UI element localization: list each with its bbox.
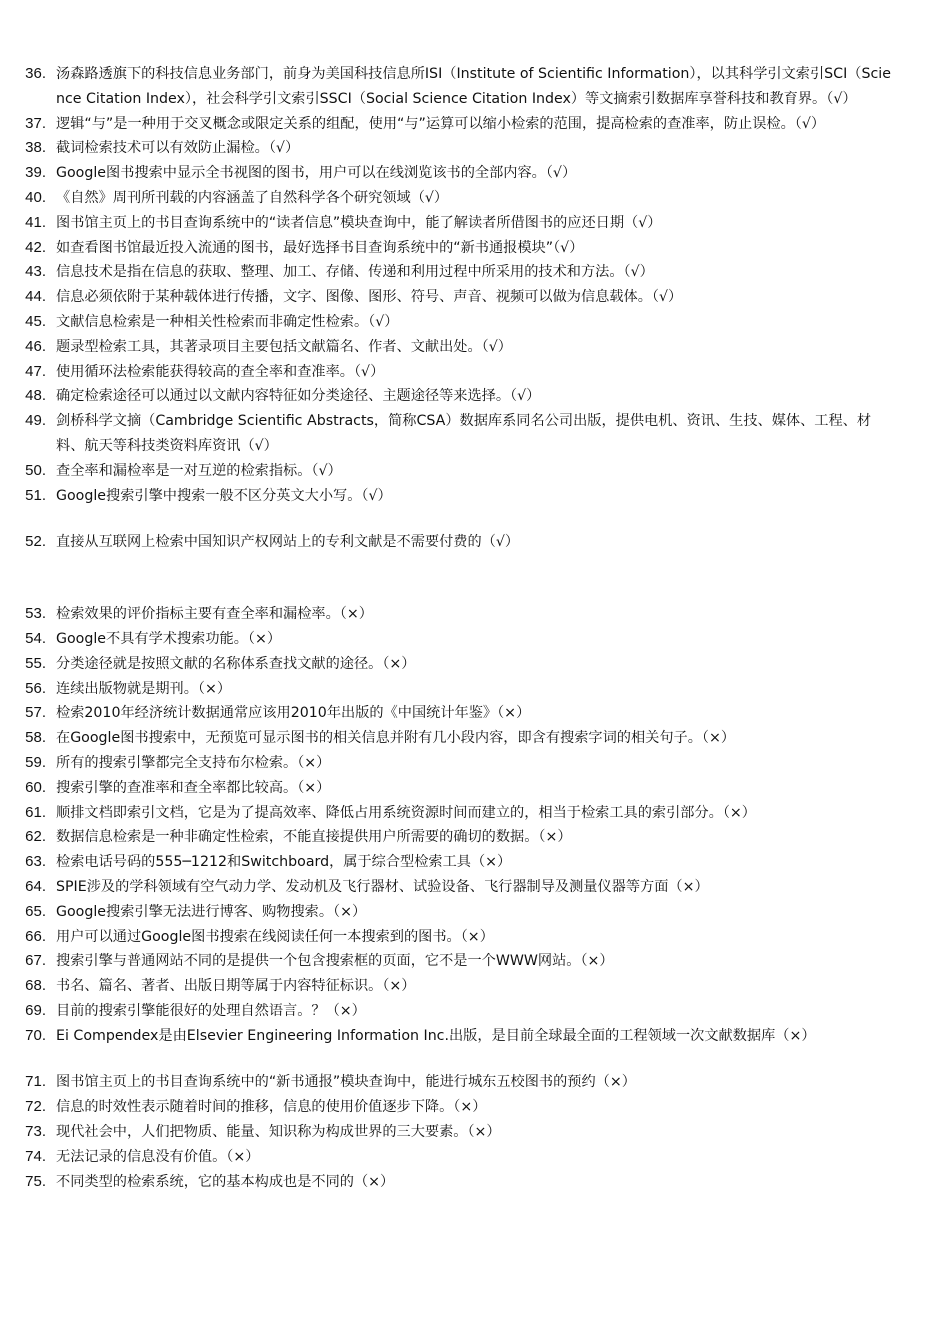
question-item (0, 602, 950, 627)
question-number: 37. (25, 114, 46, 132)
question-number: 70. (25, 1026, 46, 1044)
question-text: 连续出版物就是期刊。（×） (56, 680, 232, 697)
question-number: 67. (25, 952, 46, 970)
question-number: 74. (25, 1147, 46, 1165)
question-number: 55. (25, 654, 46, 672)
question-number: 41. (25, 213, 46, 231)
spacer (0, 1048, 950, 1070)
question-number: 43. (25, 263, 46, 281)
question-item (0, 62, 950, 112)
question-text: 数据信息检索是一种非确定性检索，不能直接提供用户所需要的确切的数据。（×） (56, 829, 572, 846)
question-item (0, 360, 950, 385)
question-item (0, 776, 950, 801)
question-number: 50. (25, 461, 46, 479)
question-number: 56. (25, 679, 46, 697)
question-item (0, 677, 950, 702)
question-text: 逻辑“与”是一种用于交叉概念或限定关系的组配，使用“与”运算可以缩小检索的范围，提高检索的查准率，防止误检。（√） (56, 115, 826, 132)
question-number: 62. (25, 828, 46, 846)
question-text: 信息技术是指在信息的获取、整理、加工、存储、传递和利用过程中所采用的技术和方法。（√） (56, 264, 654, 281)
question-text: 使用循环法检索能获得较高的查全率和查准率。（√） (56, 363, 385, 380)
question-item (0, 925, 950, 950)
question-item (0, 112, 950, 137)
question-text: 无法记录的信息没有价值。（×） (56, 1148, 260, 1165)
question-number: 72. (25, 1098, 46, 1116)
question-number: 39. (25, 164, 46, 182)
question-text: Google图书搜索中显示全书视图的图书，用户可以在线浏览该书的全部内容。（√） (56, 165, 577, 182)
question-text: 用户可以通过Google图书搜索在线阅读任何一本搜索到的图书。（×） (56, 928, 494, 945)
question-text: 检索2010年经济统计数据通常应该用2010年出版的《中国统计年鉴》（×） (56, 705, 531, 722)
question-item (0, 1120, 950, 1145)
question-item (0, 875, 950, 900)
question-text: 图书馆主页上的书目查询系统中的“新书通报”模块查询中，能进行城东五校图书的预约（×） (56, 1074, 636, 1091)
question-text: 不同类型的检索系统，它的基本构成也是不同的（×） (56, 1173, 395, 1190)
question-text: Ei Compendex是由Elsevier Engineering Information Inc.出版，是目前全球最全面的工程领域一次文献数据库（×） (56, 1027, 816, 1044)
question-text: Google不具有学术搜索功能。（×） (56, 630, 282, 647)
question-number: 47. (25, 362, 46, 380)
question-item (0, 949, 950, 974)
question-text: 题录型检索工具，其著录项目主要包括文献篇名、作者、文献出处。（√） (56, 338, 512, 355)
question-item (0, 751, 950, 776)
question-number: 59. (25, 753, 46, 771)
question-item (0, 900, 950, 925)
question-number: 66. (25, 927, 46, 945)
question-number: 73. (25, 1123, 46, 1141)
question-text: 搜索引擎与普通网站不同的是提供一个包含搜索框的页面，它不是一个WWW网站。（×） (56, 953, 614, 970)
question-item (0, 701, 950, 726)
question-number: 42. (25, 238, 46, 256)
question-text: 检索电话号码的555─1212和Switchboard，属于综合型检索工具（×） (56, 854, 512, 871)
question-number: 38. (25, 139, 46, 157)
question-text: Google搜索引擎中搜索一般不区分英文大小写。（√） (56, 487, 392, 504)
spacer (0, 555, 950, 602)
spacer (0, 508, 950, 530)
question-number: 48. (25, 387, 46, 405)
question-text: 现代社会中，人们把物质、能量、知识称为构成世界的三大要素。（×） (56, 1124, 501, 1141)
question-item (0, 310, 950, 335)
question-item (0, 825, 950, 850)
question-item (0, 530, 950, 555)
question-text: 目前的搜索引擎能很好的处理自然语言。？（×） (56, 1002, 366, 1019)
question-number: 40. (25, 188, 46, 206)
question-number: 69. (25, 1001, 46, 1019)
question-text: 汤森路透旗下的科技信息业务部门，前身为美国科技信息所ISI（Institute of Scientific Information），以其科学引文索引SCI（Science Citation Index），社会科学引文索引SSCI（Social Science Citation Index）等文摘索引数据库享誉科技和教育界。（√） (56, 66, 891, 107)
document-page (0, 62, 950, 1194)
question-text: 图书馆主页上的书目查询系统中的“读者信息”模块查询中，能了解读者所借图书的应还日期（√） (56, 214, 662, 231)
question-item (0, 1145, 950, 1170)
question-number: 36. (25, 65, 46, 82)
question-text: 分类途径就是按照文献的名称体系查找文献的途径。（×） (56, 655, 416, 672)
question-number: 53. (25, 605, 46, 623)
question-item (0, 801, 950, 826)
question-item (0, 850, 950, 875)
question-text: 检索效果的评价指标主要有查全率和漏检率。（×） (56, 606, 373, 623)
question-text: 查全率和漏检率是一对互逆的检索指标。（√） (56, 462, 342, 479)
question-text: 搜索引擎的查准率和查全率都比较高。（×） (56, 779, 331, 796)
question-item (0, 726, 950, 751)
question-number: 54. (25, 629, 46, 647)
question-number: 44. (25, 288, 46, 306)
question-item (0, 484, 950, 509)
question-number: 75. (25, 1172, 46, 1190)
question-text: 信息必须依附于某种载体进行传播，文字、图像、图形、符号、声音、视频可以做为信息载体。（√） (56, 289, 683, 306)
question-text: 截词检索技术可以有效防止漏检。（√） (56, 140, 300, 157)
question-text: 《自然》周刊所刊载的内容涵盖了自然科学各个研究领域（√） (56, 189, 449, 206)
question-text: 书名、篇名、著者、出版日期等属于内容特征标识。（×） (56, 978, 416, 995)
question-text: 直接从互联网上检索中国知识产权网站上的专利文献是不需要付费的（√） (56, 534, 520, 551)
question-number: 68. (25, 977, 46, 995)
question-text: 顺排文档即索引文档，它是为了提高效率、降低占用系统资源时间而建立的，相当于检索工具的索引部分。（×） (56, 804, 756, 821)
question-number: 60. (25, 778, 46, 796)
question-text: 所有的搜索引擎都完全支持布尔检索。（×） (56, 754, 331, 771)
question-item (0, 652, 950, 677)
question-number: 58. (25, 729, 46, 747)
question-number: 52. (25, 533, 46, 551)
question-number: 63. (25, 853, 46, 871)
question-number: 46. (25, 337, 46, 355)
question-number: 61. (25, 803, 46, 821)
question-item (0, 136, 950, 161)
question-item (0, 236, 950, 261)
question-item (0, 161, 950, 186)
question-item (0, 627, 950, 652)
question-item (0, 1070, 950, 1095)
question-text: 如查看图书馆最近投入流通的图书，最好选择书目查询系统中的“新书通报模块”（√） (56, 239, 584, 256)
question-text: 剑桥科学文摘（Cambridge Scientific Abstracts，简称CSA）数据库系同名公司出版，提供电机、资讯、生技、媒体、工程、材料、航天等科技类资料库资讯（√） (56, 413, 872, 454)
question-number: 65. (25, 902, 46, 920)
question-item (0, 409, 950, 459)
question-number: 45. (25, 312, 46, 330)
question-number: 71. (25, 1073, 46, 1091)
question-number: 64. (25, 877, 46, 895)
question-text: SPIE涉及的学科领域有空气动力学、发动机及飞行器材、试验设备、飞行器制导及测量仪器等方面（×） (56, 878, 709, 895)
question-number: 49. (25, 412, 46, 430)
question-item (0, 384, 950, 409)
question-item (0, 1095, 950, 1120)
question-text: 信息的时效性表示随着时间的推移，信息的使用价值逐步下降。（×） (56, 1099, 487, 1116)
question-item (0, 335, 950, 360)
question-text: Google搜索引擎无法进行博客、购物搜索。（×） (56, 903, 367, 920)
question-item (0, 1170, 950, 1195)
question-number: 51. (25, 486, 46, 504)
question-item (0, 211, 950, 236)
question-item (0, 1024, 950, 1049)
question-item (0, 285, 950, 310)
question-item (0, 260, 950, 285)
question-item (0, 999, 950, 1024)
question-number: 57. (25, 704, 46, 722)
question-text: 确定检索途径可以通过以文献内容特征如分类途径、主题途径等来选择。（√） (56, 388, 541, 405)
question-text: 文献信息检索是一种相关性检索而非确定性检索。（√） (56, 313, 399, 330)
question-item (0, 186, 950, 211)
question-item (0, 974, 950, 999)
question-item (0, 459, 950, 484)
question-text: 在Google图书搜索中，无预览可显示图书的相关信息并附有几小段内容，即含有搜索字词的相关句子。（×） (56, 730, 736, 747)
